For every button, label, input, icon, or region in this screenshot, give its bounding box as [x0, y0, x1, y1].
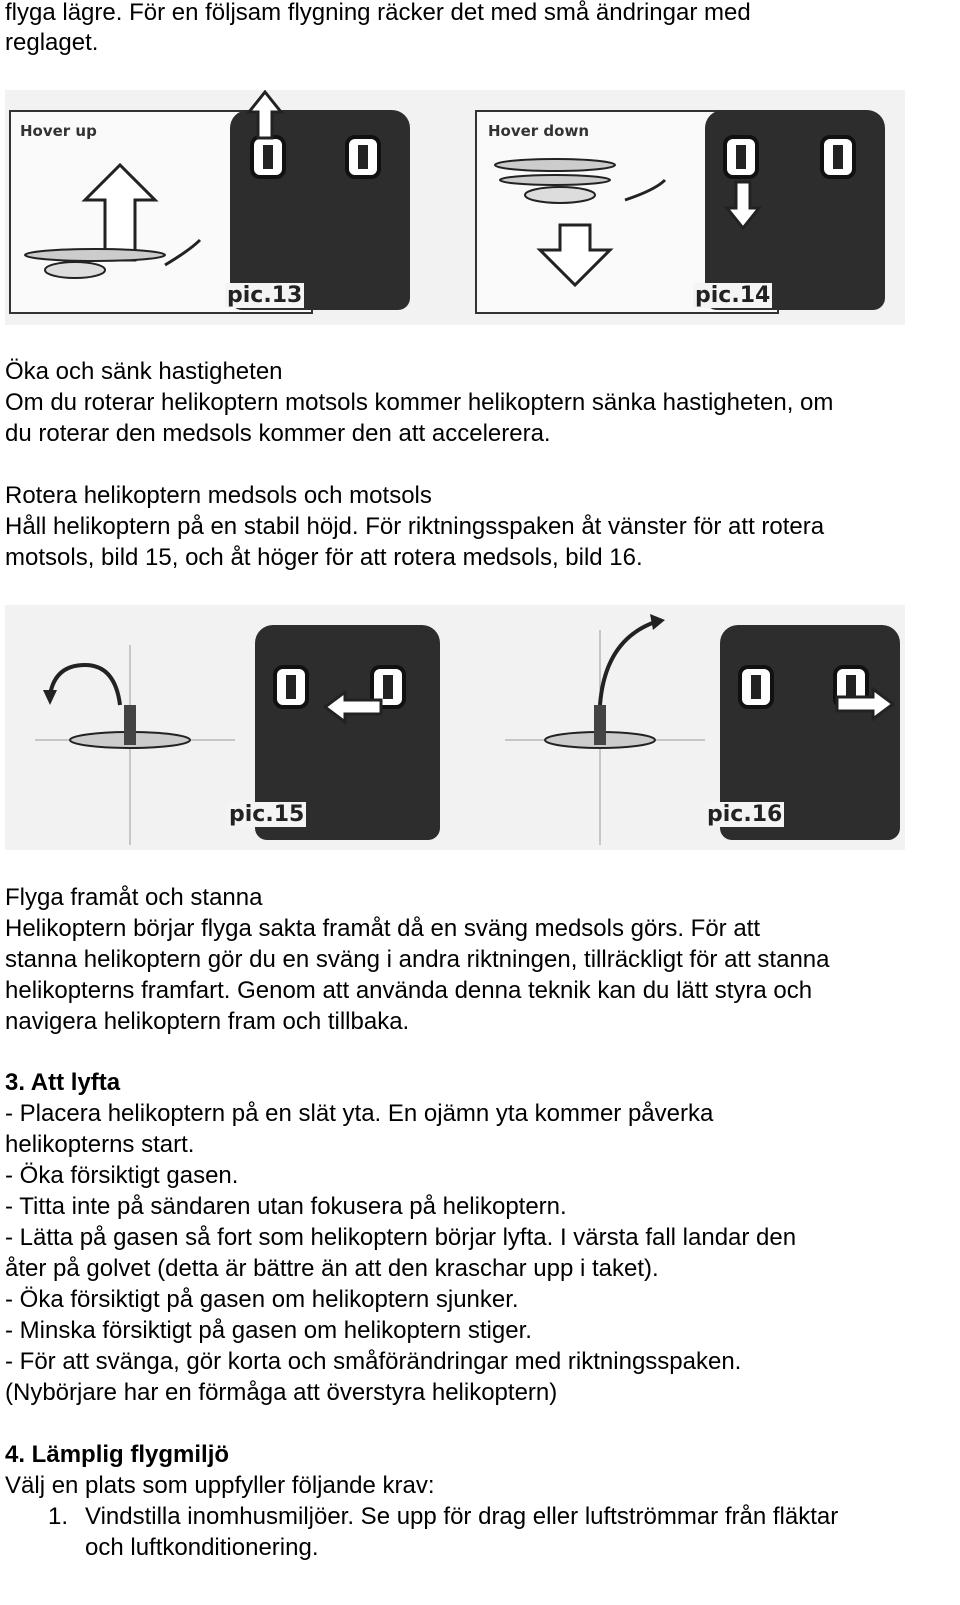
text-line: helikopterns framfart. Genom att använda denna teknik kan du lätt styra och	[5, 977, 813, 1004]
text-line: reglaget.	[5, 29, 99, 56]
throttle-stick-icon	[738, 665, 774, 709]
pic13-caption: pic.13	[227, 283, 303, 308]
text-line: - Lätta på gasen så fort som helikoptern börjar lyfta. I värsta fall landar den	[5, 1224, 797, 1251]
rotate-left-diagram-icon	[35, 645, 235, 845]
figure-hover-up-down	[5, 90, 905, 325]
text-line: motsols, bild 15, och åt höger för att rotera medsols, bild 16.	[5, 544, 643, 571]
section-heading: 4. Lämplig flygmiljö	[5, 1441, 230, 1468]
list-item-text: Vindstilla inomhusmiljöer. Se upp för drag eller luftströmmar från fläktar	[85, 1503, 839, 1530]
direction-stick-icon	[820, 135, 856, 179]
pic14-caption: pic.14	[695, 283, 771, 308]
helicopter-up-icon	[15, 160, 215, 280]
text-line: Håll helikoptern på en stabil höjd. För riktningsspaken åt vänster för att rotera	[5, 513, 825, 540]
text-line: stanna helikoptern gör du en sväng i andra riktningen, tillräckligt för att stanna	[5, 946, 830, 973]
throttle-stick-icon	[273, 665, 309, 709]
text-line: du roterar den medsols kommer den att accelerera.	[5, 420, 551, 447]
hover-up-label: Hover up	[20, 122, 97, 140]
pic16-caption: pic.16	[707, 802, 783, 827]
text-line: flyga lägre. För en följsam flygning räcker det med små ändringar med	[5, 0, 751, 26]
list-item-text: och luftkonditionering.	[85, 1534, 319, 1561]
arrow-right-icon	[835, 687, 895, 721]
direction-stick-icon	[345, 135, 381, 179]
section-heading: Flyga framåt och stanna	[5, 884, 263, 911]
helicopter-down-icon	[485, 150, 685, 290]
figure-rotate	[5, 605, 905, 850]
text-line: - Minska försiktigt på gasen om helikoptern stiger.	[5, 1317, 532, 1344]
text-line: - Öka försiktigt på gasen om helikoptern sjunker.	[5, 1286, 519, 1313]
arrow-up-icon	[245, 90, 285, 140]
text-line: - Titta inte på sändaren utan fokusera på helikoptern.	[5, 1193, 567, 1220]
section-heading: Öka och sänk hastigheten	[5, 358, 283, 385]
text-line: åter på golvet (detta är bättre än att den kraschar upp i taket).	[5, 1255, 659, 1282]
section-heading: Rotera helikoptern medsols och motsols	[5, 482, 432, 509]
arrow-left-icon	[323, 690, 383, 724]
hover-down-label: Hover down	[488, 122, 590, 140]
rotate-right-diagram-icon	[505, 610, 705, 845]
text-line: Om du roterar helikoptern motsols kommer helikoptern sänka hastigheten, om	[5, 389, 834, 416]
list-number: 1.	[48, 1503, 69, 1530]
text-line: Helikoptern börjar flyga sakta framåt då en sväng medsols görs. För att	[5, 915, 761, 942]
text-line: navigera helikoptern fram och tillbaka.	[5, 1008, 410, 1035]
text-line: (Nybörjare har en förmåga att överstyra helikoptern)	[5, 1379, 558, 1406]
throttle-stick-icon	[250, 135, 286, 179]
text-line: - Placera helikoptern på en slät yta. En ojämn yta kommer påverka	[5, 1100, 714, 1127]
text-line: - Öka försiktigt gasen.	[5, 1162, 239, 1189]
pic15-caption: pic.15	[229, 802, 305, 827]
section-heading: 3. Att lyfta	[5, 1069, 121, 1096]
text-line: Välj en plats som uppfyller följande krav:	[5, 1472, 435, 1499]
text-line: - För att svänga, gör korta och småförändringar med riktningsspaken.	[5, 1348, 742, 1375]
text-line: helikopterns start.	[5, 1131, 195, 1158]
throttle-stick-icon	[723, 135, 759, 179]
arrow-down-icon	[723, 180, 763, 230]
